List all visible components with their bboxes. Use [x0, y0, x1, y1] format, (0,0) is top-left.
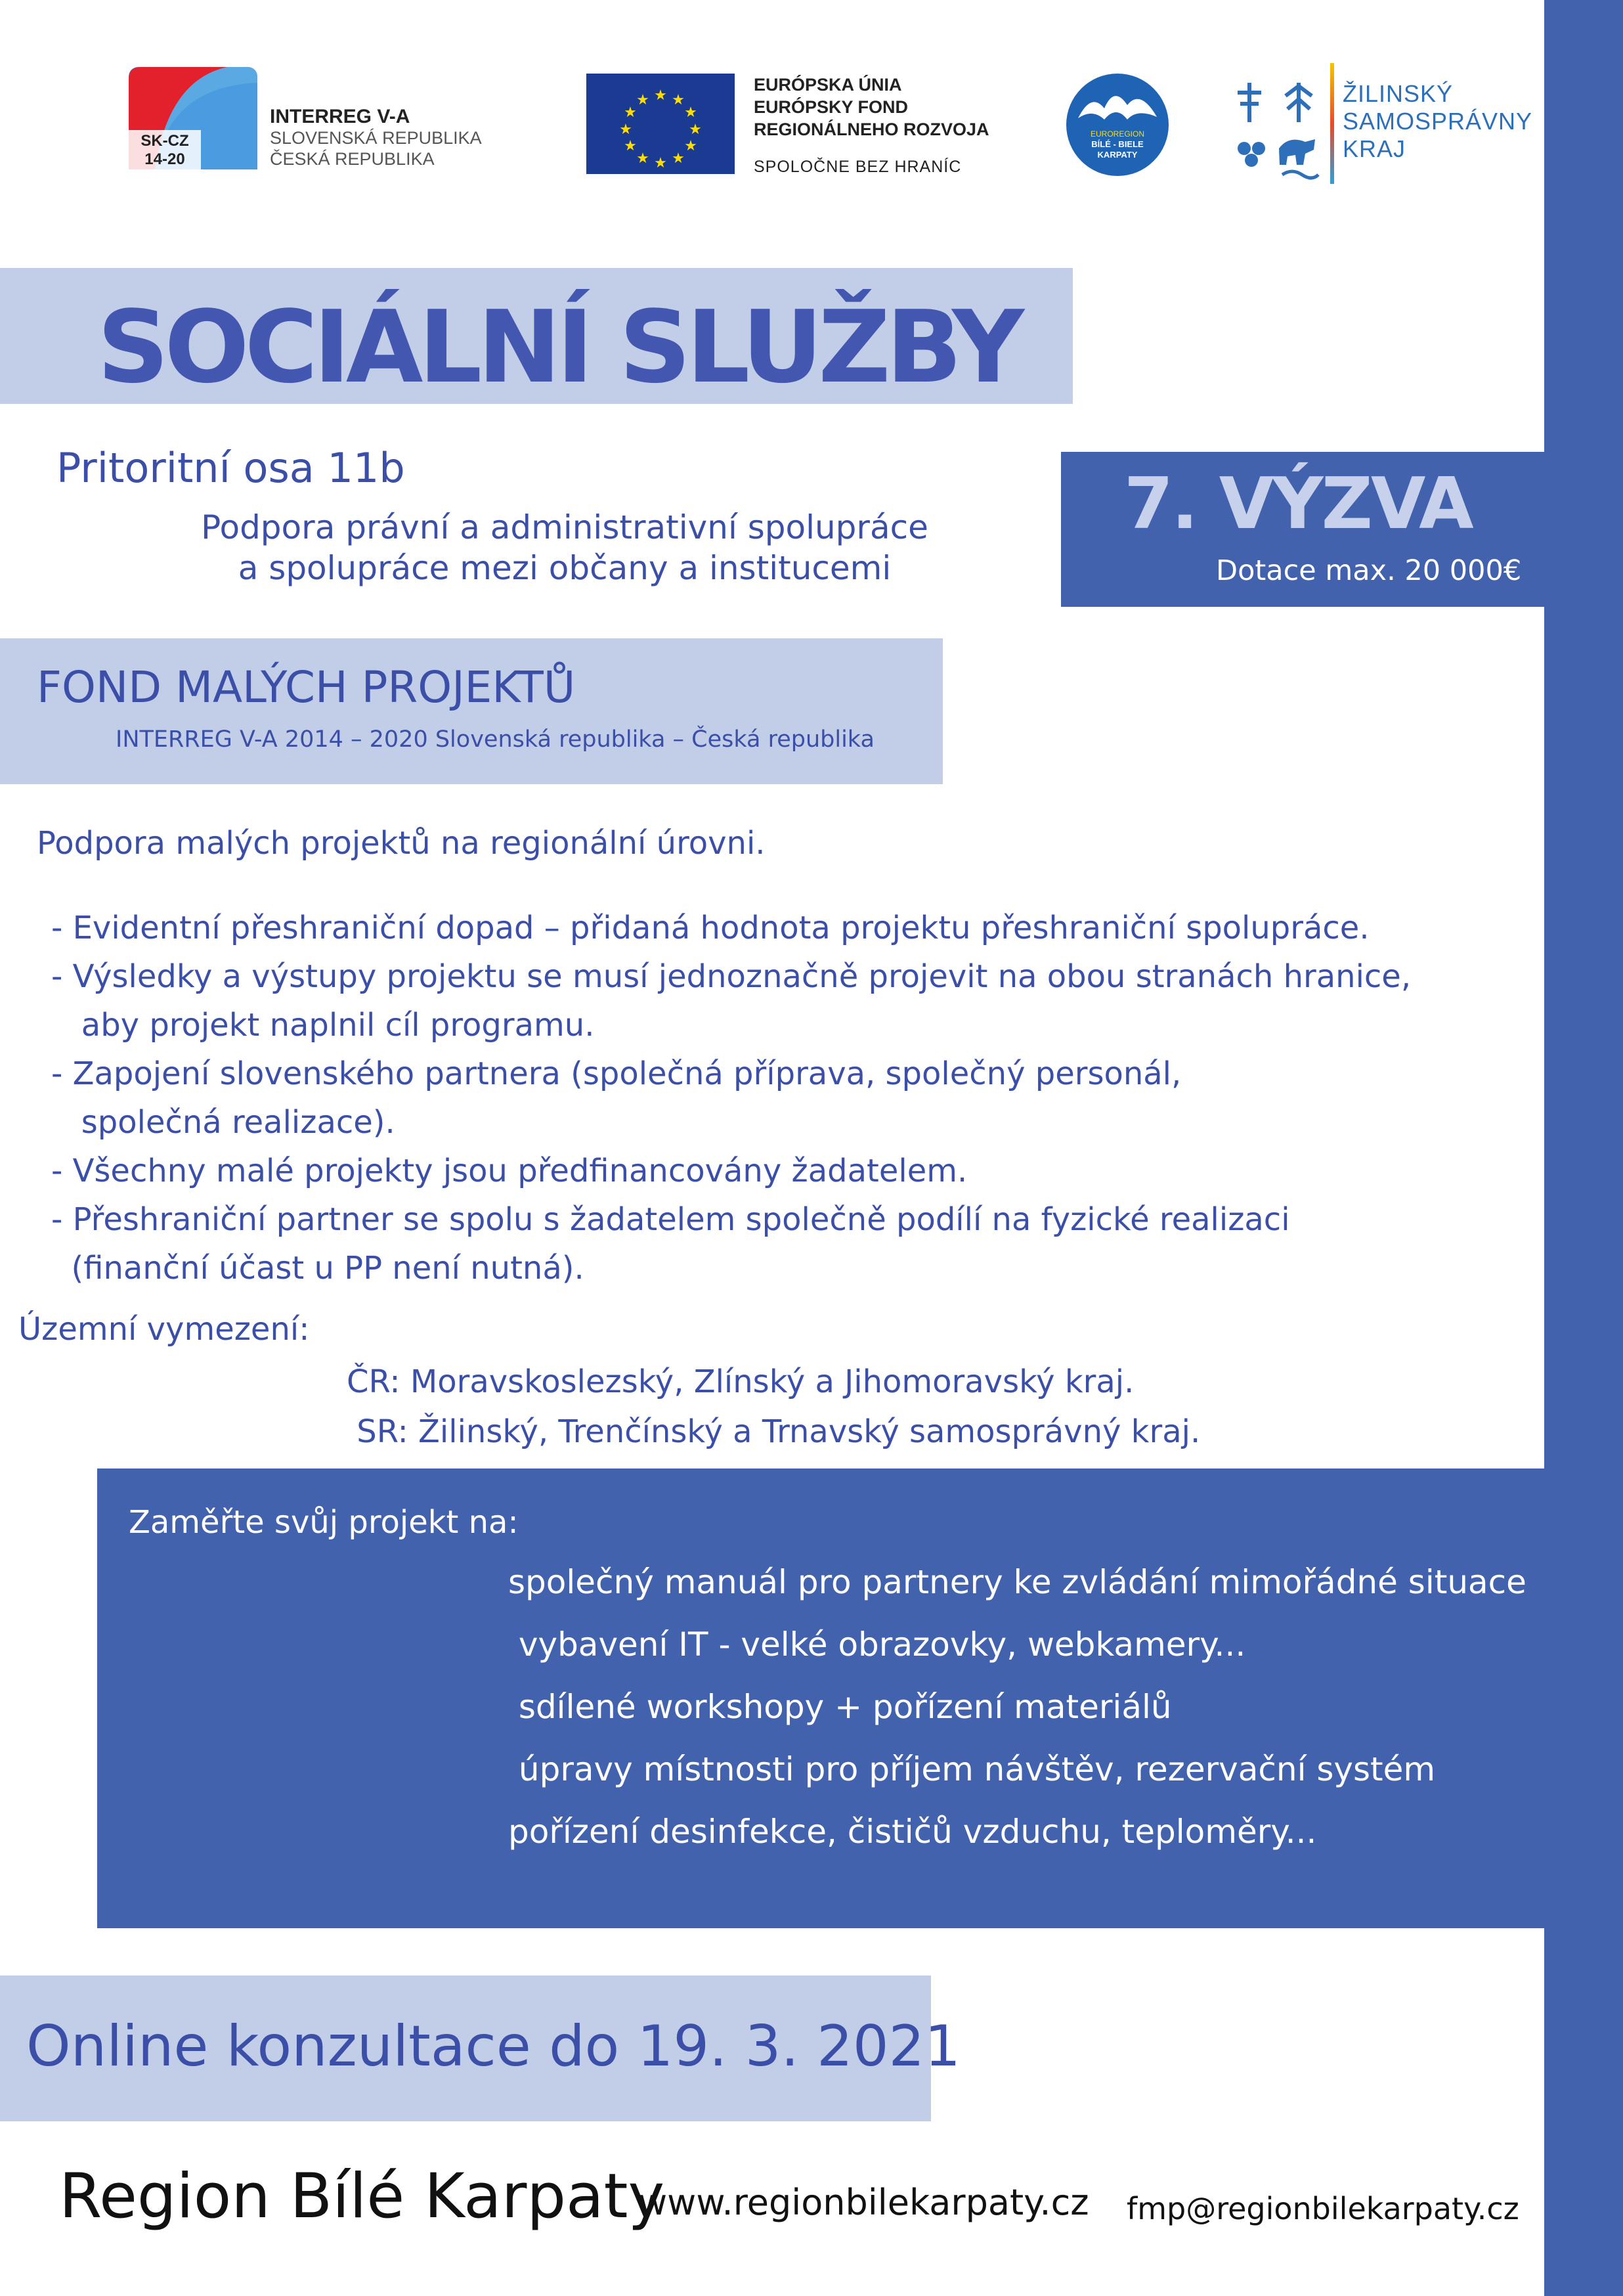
svg-text:KARPATY: KARPATY	[1097, 150, 1138, 160]
territory-cr: ČR: Moravskoslezský, Zlínský a Jihomoravský kraj.	[347, 1363, 1135, 1400]
grant-amount: Dotace max. 20 000€	[1216, 554, 1522, 587]
svg-text:★: ★	[689, 121, 702, 138]
eu-line3: REGIONÁLNEHO ROZVOJA	[754, 120, 989, 139]
eu-flag-icon	[586, 74, 735, 174]
priority-axis: Pritoritní osa 11b	[56, 444, 405, 492]
territory-label: Územní vymezení:	[18, 1311, 310, 1348]
fund-programme: INTERREG V-A 2014 – 2020 Slovenská republika – Česká republika	[116, 726, 875, 753]
svg-text:★: ★	[619, 121, 632, 138]
condition-item: společná realizace).	[51, 1104, 395, 1141]
priority-line2: a spolupráce mezi občany a institucemi	[238, 549, 892, 587]
condition-item: (finanční účast u PP není nutná).	[51, 1250, 584, 1287]
svg-text:★: ★	[654, 155, 667, 171]
website-link[interactable]: www.regionbilekarpaty.cz	[638, 2182, 1089, 2223]
focus-item: vybavení IT - velké obrazovky, webkamery...	[508, 1625, 1246, 1664]
zsk-color-line	[1330, 63, 1334, 184]
svg-text:★: ★	[624, 138, 637, 154]
focus-item: úpravy místnosti pro příjem návštěv, rezervační systém	[508, 1750, 1436, 1788]
conditions-list	[51, 904, 1535, 1292]
svg-text:BÍLÉ - BIELE: BÍLÉ - BIELE	[1091, 139, 1144, 149]
euroregion-emblem-icon	[1065, 72, 1170, 177]
zsk-line1: ŽILINSKÝ	[1343, 80, 1454, 107]
organization-name: Region Bílé Karpaty	[59, 2161, 665, 2232]
zilinsky-kraj-logo	[1230, 63, 1533, 188]
svg-text:★: ★	[624, 104, 637, 121]
svg-text:★: ★	[684, 138, 697, 154]
condition-item: - Všechny malé projekty jsou předfinancovány žadatelem.	[51, 1153, 968, 1189]
svg-text:EUROREGION: EUROREGION	[1090, 129, 1145, 139]
right-accent-bar	[1544, 0, 1623, 2296]
zsk-line3: KRAJ	[1343, 135, 1406, 162]
interreg-logo	[129, 66, 523, 184]
eu-line2: EURÓPSKY FOND	[754, 97, 909, 117]
eu-tagline: SPOLOČNE BEZ HRANÍC	[754, 158, 962, 176]
condition-item: aby projekt naplnil cíl programu.	[51, 1007, 595, 1044]
focus-item: společný manuál pro partnery ke zvládání mimořádné situace	[508, 1563, 1526, 1601]
page-title: SOCIÁLNÍ SLUŽBY	[97, 289, 1020, 405]
email-link[interactable]: fmp@regionbilekarpaty.cz	[1127, 2191, 1519, 2226]
focus-item: sdílené workshopy + pořízení materiálů	[508, 1688, 1172, 1726]
consultation-deadline: Online konzultace do 19. 3. 2021	[26, 2014, 961, 2079]
focus-heading: Zaměřte svůj projekt na:	[129, 1504, 519, 1541]
priority-line1: Podpora právní a administrativní spolupráce	[201, 508, 928, 546]
svg-text:★: ★	[684, 104, 697, 121]
svg-text:★: ★	[636, 150, 649, 167]
territory-list	[347, 1357, 1200, 1457]
svg-text:★: ★	[672, 92, 685, 108]
intro-text: Podpora malých projektů na regionální úrovni.	[37, 825, 766, 862]
condition-item: - Zapojení slovenského partnera (společná příprava, společný personál,	[51, 1055, 1182, 1092]
svg-text:14-20: 14-20	[144, 150, 185, 168]
eu-logo	[586, 74, 1059, 179]
euroregion-logo	[1065, 72, 1170, 177]
interreg-line1: SLOVENSKÁ REPUBLIKA	[270, 128, 482, 148]
territory-sr: SR: Žilinský, Trenčínský a Trnavský samosprávný kraj.	[347, 1413, 1201, 1450]
focus-item: pořízení desinfekce, čističů vzduchu, teploměry...	[508, 1813, 1317, 1851]
svg-text:SK-CZ: SK-CZ	[141, 132, 189, 150]
svg-text:★: ★	[672, 150, 685, 167]
condition-item: - Přeshraniční partner se spolu s žadatelem společně podílí na fyzické realizaci	[51, 1201, 1290, 1238]
condition-item: - Výsledky a výstupy projektu se musí jednoznačně projevit na obou stranách hranice,	[51, 958, 1412, 995]
zsk-emblem-icon	[1230, 76, 1322, 181]
condition-item: - Evidentní přeshraniční dopad – přidaná hodnota projektu přeshraniční spolupráce.	[51, 910, 1370, 946]
interreg-name: INTERREG V-A	[270, 106, 410, 127]
call-number: 7. VÝZVA	[1124, 463, 1472, 545]
interreg-mark-icon	[129, 67, 257, 169]
interreg-line2: ČESKÁ REPUBLIKA	[270, 149, 435, 169]
svg-text:★: ★	[654, 87, 667, 104]
priority-description	[171, 507, 959, 588]
focus-list	[508, 1551, 1526, 1863]
fund-name: FOND MALÝCH PROJEKTŮ	[37, 662, 576, 713]
svg-text:★: ★	[636, 92, 649, 108]
zsk-line2: SAMOSPRÁVNY	[1343, 108, 1533, 135]
eu-line1: EURÓPSKA ÚNIA	[754, 75, 902, 95]
